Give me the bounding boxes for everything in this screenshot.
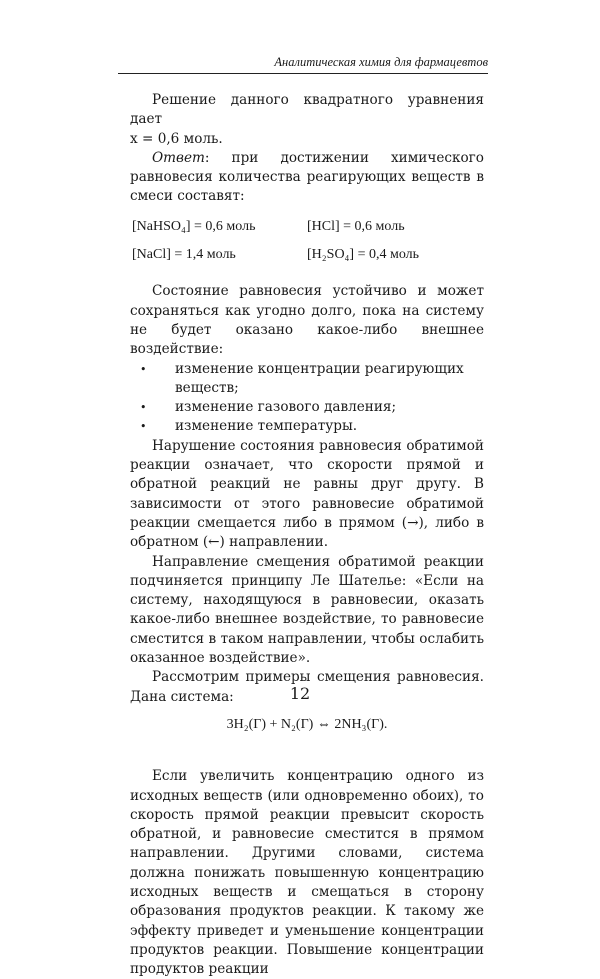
formula-nahso4: [NaHSO₄] = 0,6 моль: [132, 218, 256, 234]
list-item: • изменение температуры.: [130, 417, 484, 436]
page-body: [130, 91, 484, 979]
paragraph-examples: Рассмотрим примеры смещения равновесия. Дана система:: [130, 669, 484, 705]
formula-nacl: [NaCl] = 1,4 моль: [132, 247, 236, 263]
paragraph-le-chatelier: Направление смещения обратимой реакции подчиняется принципу Ле Шателье: «Если на систему, находящуюся в равновесии, оказать какое-либо внешнее воздействие, то равновесие сместится в таком направлении, чтобы ослабить оказанное воздействие».: [130, 553, 484, 667]
list-item: • изменение газового давления;: [130, 398, 484, 417]
formula-h2so4: [H₂SO₄] = 0,4 моль: [307, 247, 420, 263]
solution-text: Решение данного квадратного уравнения дает: [130, 92, 484, 128]
solution-result: x = 0,6 моль.: [130, 130, 223, 147]
paragraph-answer: [130, 149, 484, 207]
factor-list: [130, 360, 484, 437]
list-item: • изменение концентрации реагирующих веществ;: [130, 360, 484, 399]
answer-text: : при достижении химического равновесия количества реагирующих веществ в смеси составят:: [130, 149, 484, 205]
paragraph-concentration: Если увеличить концентрацию одного из исходных веществ (или одновременно обоих), то скорость прямой реакции превысит скорость обратной, и равновесие сместится в прямом направлении. Другими словами, система должна понижать повышенную концентрацию исходных веществ и смещаться в сторону образования продуктов реакции. К такому же эффекту приведет и уменьшение концентрации продуктов реакции. Повышение концентрации продуктов реакции: [130, 768, 484, 978]
page-number: 12: [289, 684, 311, 703]
running-header: Аналитическая химия для фармацевтов: [118, 55, 488, 74]
paragraph-equilibrium: Состояние равновесия устойчиво и может сохраняться как угодно долго, пока на систему не будет оказано какое-либо внешнее воздействие:: [130, 283, 484, 358]
concentration-list: [130, 217, 484, 265]
paragraph-solution: [130, 91, 484, 149]
answer-label: Ответ: [152, 149, 205, 166]
paragraph-disturbance: Нарушение состояния равновесия обратимой реакции означает, что скорости прямой и обратной реакций не равны друг другу. В зависимости от этого равновесие обратимой реакции смещается либо в прямом (→), либо в обратном (←) направлении.: [130, 437, 484, 551]
reaction-equation: 3H₂(Г) + N₂(Г) ⇔ 2NH₃(Г).: [226, 716, 388, 732]
formula-hcl: [HCl] = 0,6 моль: [307, 218, 405, 234]
